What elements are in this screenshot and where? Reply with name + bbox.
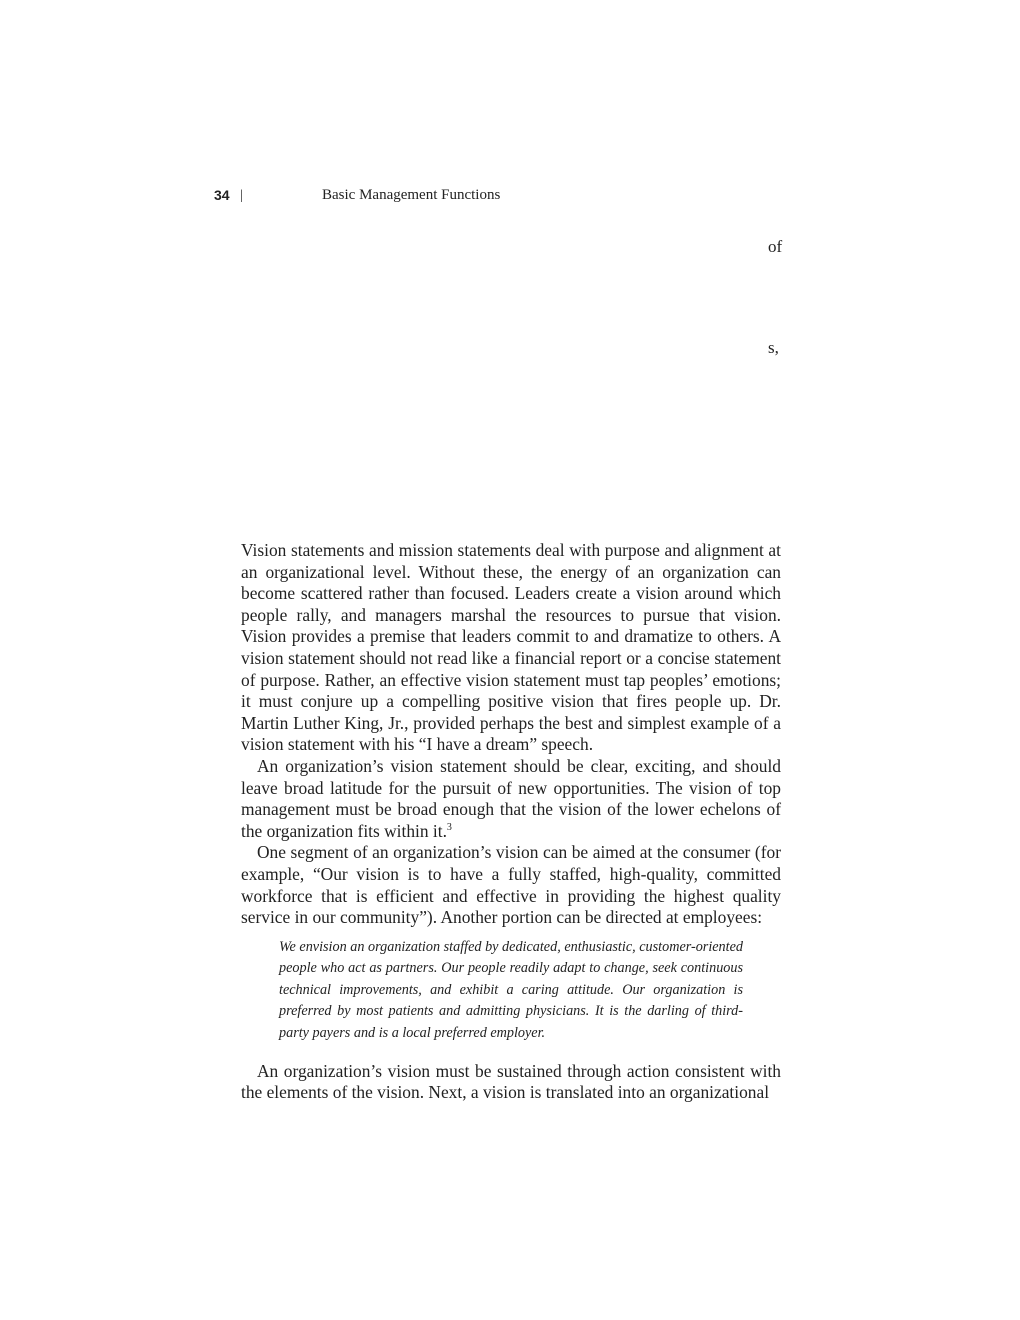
running-head-title: Basic Management Functions: [322, 187, 501, 203]
body-text: [241, 540, 781, 1104]
paragraph: One segment of an organization’s vision can be aimed at the consumer (for example, “Our vision is to have a fully staffed, high-quality, committed workforce that is efficient and effective in providing the highest quality service in our community”). Another portion can be directed at employees:: [241, 842, 781, 928]
paragraph: [241, 756, 781, 842]
paragraph: Vision statements and mission statements deal with purpose and alignment at an organizational level. Without these, the energy of an organization can become scattered rather than focused. Leaders create a vision around which people rally, and managers marshal the resources to pursue that vision. Vision provides a premise that leaders commit to and dramatize to others. A vision statement should not read like a financial report or a concise statement of purpose. Rather, an effective vision statement must tap peoples’ emotions; it must conjure up a compelling positive vision that fires people up. Dr. Martin Luther King, Jr., provided perhaps the best and simplest example of a vision statement with his “I have a dream” speech.: [241, 540, 781, 755]
running-header: [0, 187, 1020, 207]
clipped-text-fragment: s,: [768, 338, 779, 357]
header-separator: |: [240, 188, 243, 203]
paragraph: An organization’s vision must be sustained through action consistent with the elements of the vision. Next, a vision is translated into an organizational: [241, 1060, 781, 1103]
block-quote: We envision an organization staffed by dedicated, enthusiastic, customer-oriented people who act as partners. Our people readily adapt to change, seek continuous technical improvements, and exhibit a caring attitude. Our organization is preferred by most patients and admitting physicians. It is the darling of third-party payers and is a local preferred employer.: [279, 938, 743, 1042]
clipped-text-fragment: of: [768, 237, 783, 256]
page-number: 34: [214, 187, 230, 203]
paragraph-text: An organization’s vision statement should be clear, exciting, and should leave broad latitude for the pursuit of new opportunities. The vision of top management must be broad enough that the vision of the lower echelons of the organization fits within it.: [241, 755, 781, 841]
footnote-reference: 3: [446, 821, 452, 833]
